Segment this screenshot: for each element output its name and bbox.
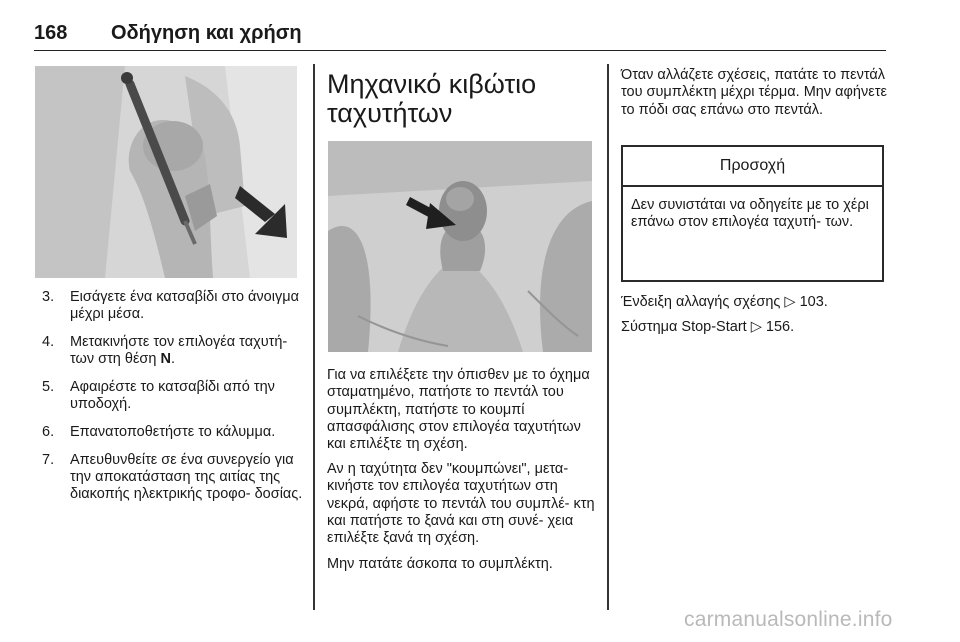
column-divider: [607, 64, 609, 610]
page-number: 168: [34, 22, 68, 44]
reference-arrow-icon: ▷: [784, 294, 796, 310]
page-header: [34, 20, 886, 51]
gear-lever-illustration: [328, 141, 592, 352]
clutch-paragraph: Μην πατάτε άσκοπα το συμπλέκτη.: [327, 556, 553, 572]
reference-arrow-icon: ▷: [750, 319, 762, 335]
reverse-gear-paragraph: Για να επιλέξετε την όπισθεν με το όχημα σταματημένο, πατήστε το πεντάλ του συμπλέκτη, πατήστε το κουμπί απασφάλισης στον επιλογέα ταχυτήτων και επιλέξτε τη σχέση.: [327, 367, 590, 453]
cross-reference: Σύστημα Stop-Start ▷ 156.: [621, 319, 795, 335]
gear-engage-paragraph: Αν η ταχύτητα δεν "κουμπώνει", μετα- κινήστε τον επιλογέα ταχυτήτων στη νεκρά, αφήστε το πεντάλ του συμπλέ- κτη και πατήστε το ξανά και στη συνέ- χεια επιλέξτε ξανά τη σχέση.: [327, 461, 595, 547]
caution-heading: Προσοχή: [623, 147, 882, 187]
page-reference-link[interactable]: ▷ 156: [750, 319, 791, 335]
section-title: Μηχανικό κιβώτιο ταχυτήτων: [327, 69, 537, 128]
gear-position-label: N: [160, 351, 171, 367]
list-item: 5. Αφαιρέστε το κατσαβίδι από την υποδοχή.: [42, 379, 275, 412]
caution-box: [621, 145, 884, 282]
list-item: 4. Μετακινήστε τον επιλογέα ταχυτή- των στη θέση N.: [42, 334, 288, 367]
list-item: 6. Επανατοποθετήστε το κάλυμμα.: [42, 424, 276, 440]
chapter-title: Οδήγηση και χρήση: [111, 22, 302, 44]
shift-intro-paragraph: Όταν αλλάζετε σχέσεις, πατάτε το πεντάλ του συμπλέκτη μέχρι τέρμα. Μην αφήνετε το πόδι σας επάνω στο πεντάλ.: [621, 67, 887, 118]
watermark: carmanualsonline.info: [684, 608, 893, 631]
screwdriver-illustration: [35, 66, 297, 278]
list-item: 7. Απευθυνθείτε σε ένα συνεργείο για την αποκατάσταση της αιτίας της διακοπής ηλεκτρικής τροφο- δοσίας.: [42, 452, 303, 502]
page-reference-link[interactable]: ▷ 103: [784, 294, 824, 310]
list-item: 3. Εισάγετε ένα κατσαβίδι στο άνοιγμα μέχρι μέσα.: [42, 289, 299, 322]
step-list: [42, 289, 304, 514]
caution-text: Δεν συνιστάται να οδηγείτε με το χέρι επάνω στον επιλογέα ταχυτή- των.: [631, 197, 869, 231]
column-divider: [313, 64, 315, 610]
cross-reference: Ένδειξη αλλαγής σχέσης ▷ 103.: [621, 294, 828, 310]
